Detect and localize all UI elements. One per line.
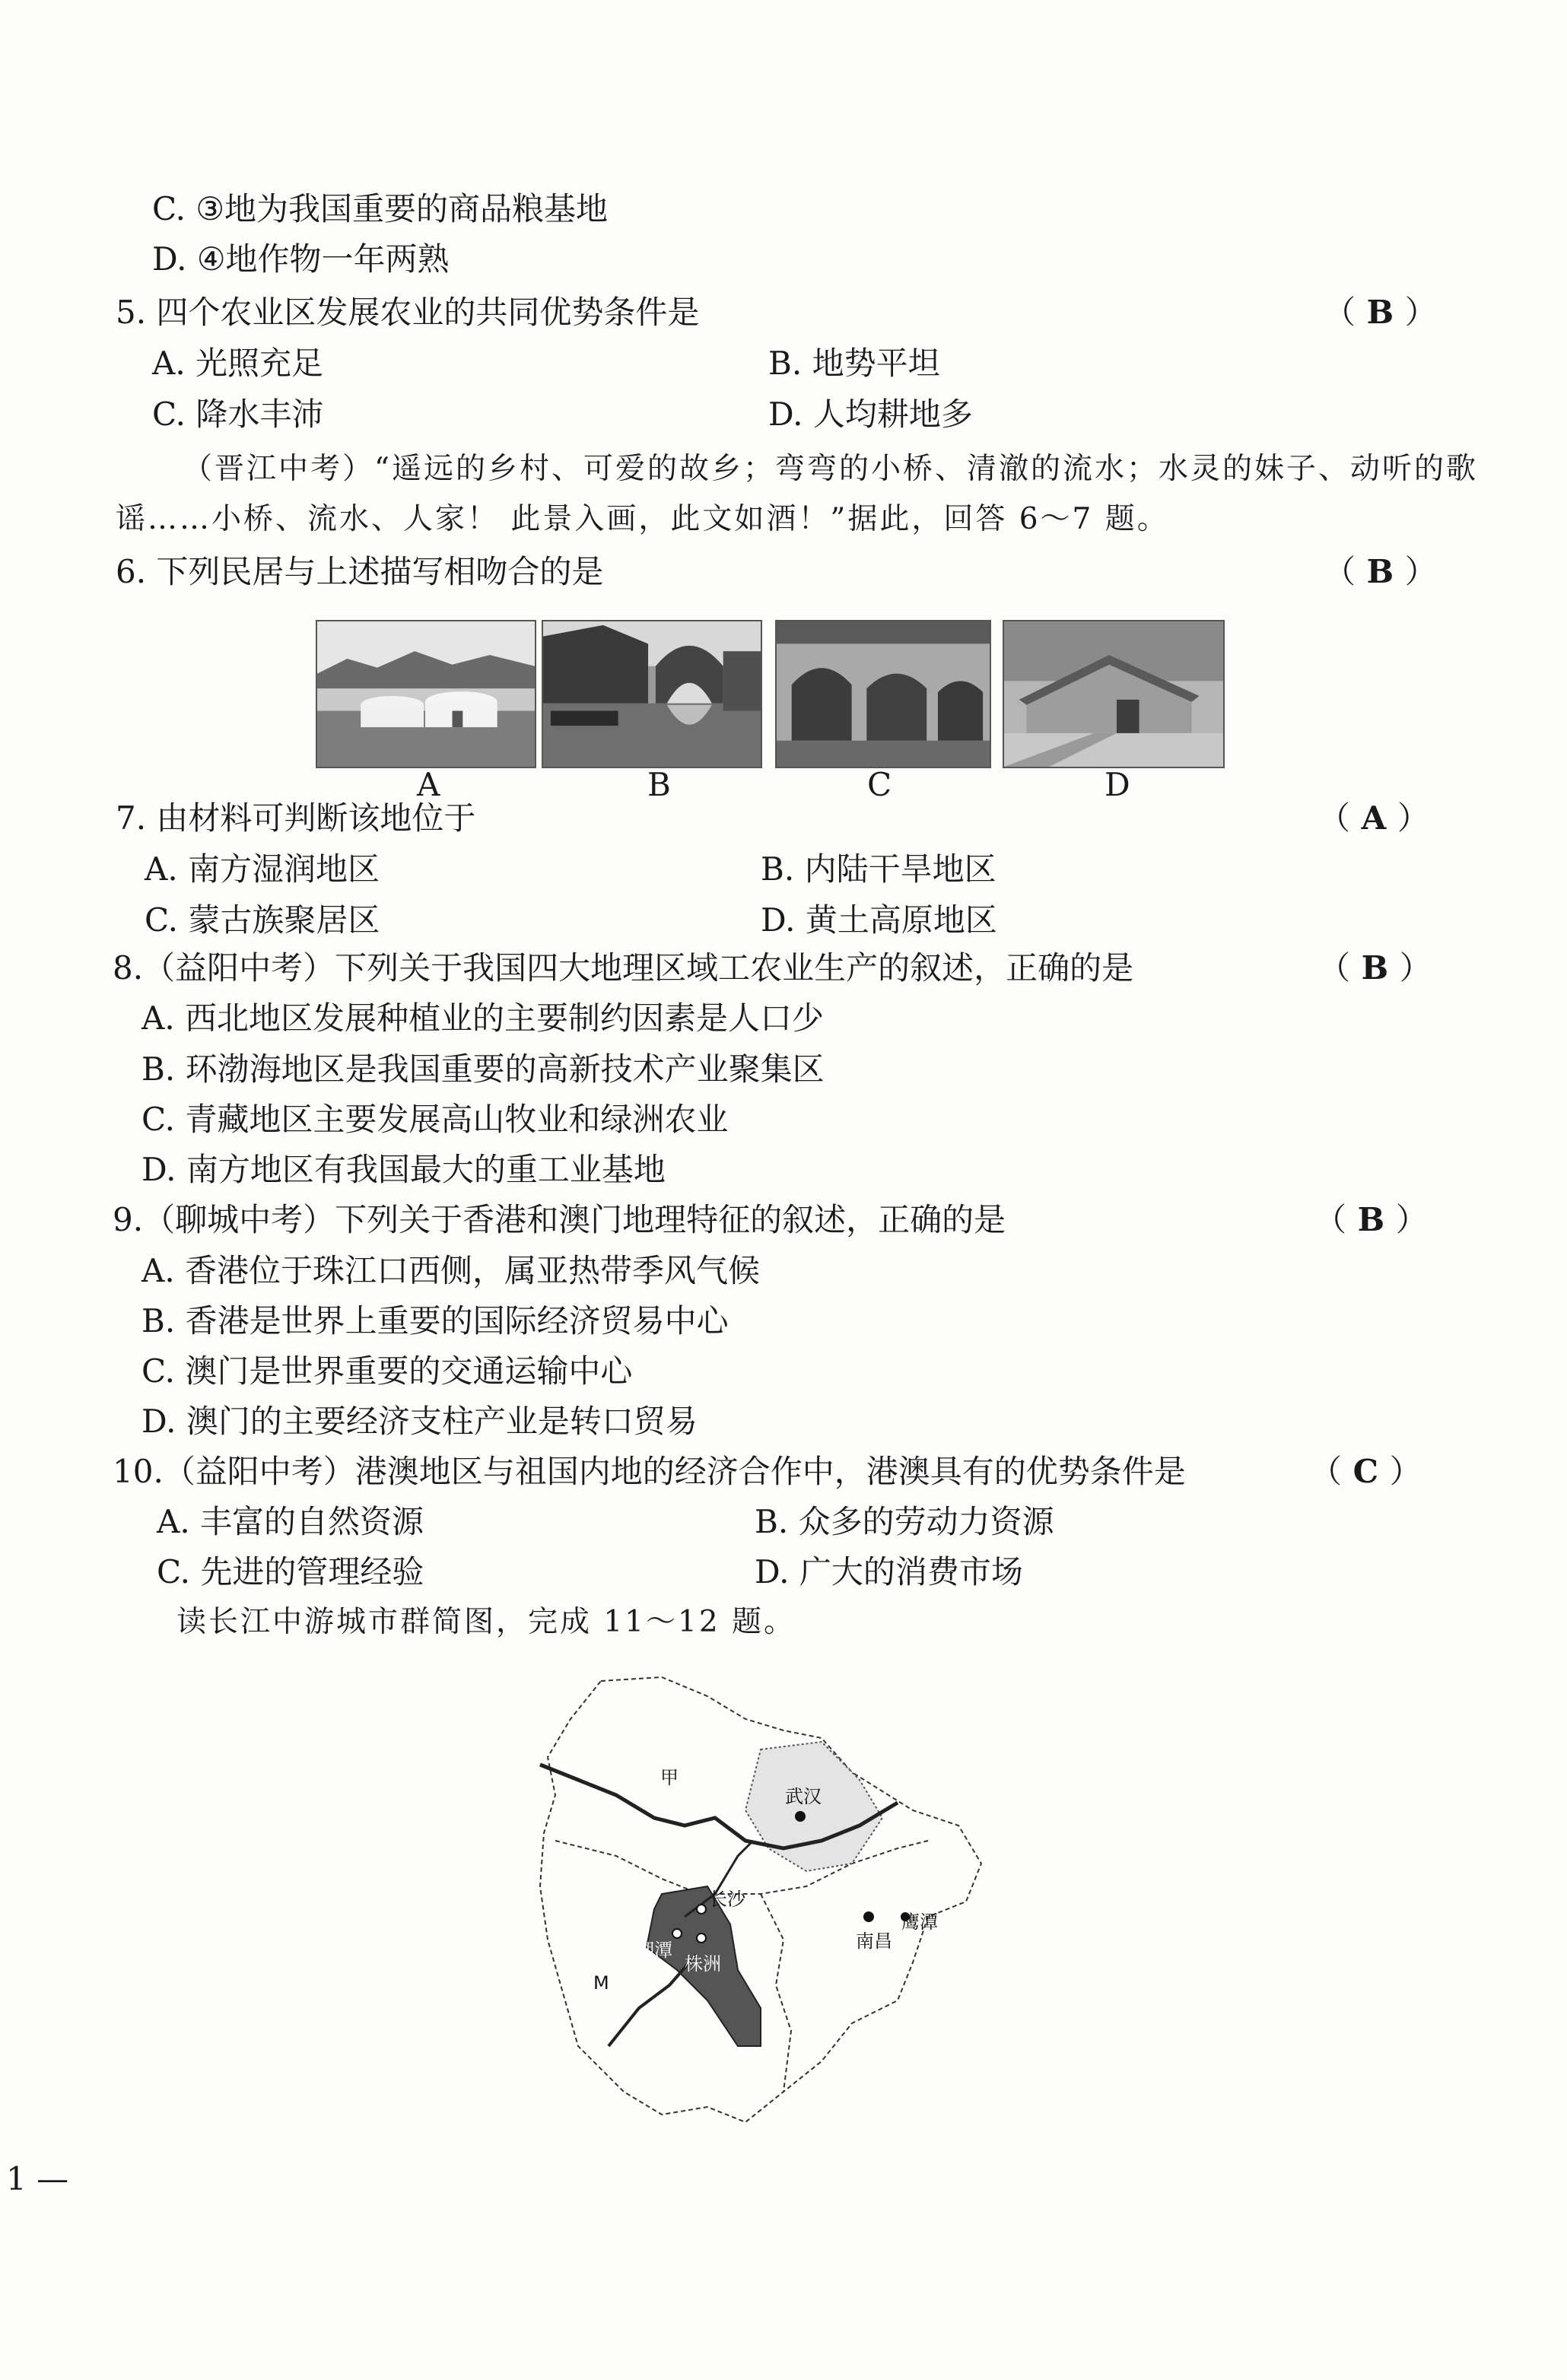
material-line-2: 谣……小桥、流水、人家！ 此景入画，此文如酒！”据此，回答 6～7 题。 — [116, 502, 1169, 536]
changsha-dot — [697, 1905, 706, 1914]
q10-option-b: B. 众多的劳动力资源 — [755, 1503, 1054, 1540]
q6-answer-letter: B — [1366, 553, 1394, 590]
q7-stem: 7. 由材料可判断该地位于 — [116, 799, 476, 837]
q7-option-c: C. 蒙古族聚居区 — [145, 901, 380, 939]
photo-b-bridge — [542, 620, 762, 768]
q10-answer-letter: C — [1352, 1453, 1379, 1490]
q10-stem: 10.（益阳中考）港澳地区与祖国内地的经济合作中，港澳具有的优势条件是 — [113, 1453, 1186, 1490]
q5-option-c: C. 降水丰沛 — [152, 396, 324, 433]
q7-answer-letter: A — [1361, 799, 1387, 837]
q5-answer: （ B ） — [1324, 294, 1437, 331]
zhuzhou-dot — [697, 1934, 706, 1943]
map-outline — [540, 1677, 981, 2122]
page-number: 1 — — [6, 2160, 69, 2197]
map-label-zhuzhou: 株洲 — [685, 1953, 721, 1975]
q9-option-d: D. 澳门的主要经济支柱产业是转口贸易 — [141, 1403, 698, 1440]
q8-answer-letter: B — [1361, 949, 1389, 987]
q10-option-c: C. 先进的管理经验 — [157, 1553, 424, 1590]
q7-answer: （ A ） — [1318, 799, 1429, 837]
map-label-nanchang: 南昌 — [856, 1930, 892, 1952]
q10-option-d: D. 广大的消费市场 — [755, 1553, 1023, 1590]
q5-option-a: A. 光照充足 — [152, 345, 324, 382]
wuhan-dot — [795, 1811, 806, 1822]
province-border-2 — [761, 1894, 791, 2092]
q8-stem: 8.（益阳中考）下列关于我国四大地理区域工农业生产的叙述，正确的是 — [113, 949, 1134, 987]
q5-option-b: B. 地势平坦 — [768, 345, 940, 382]
q4-option-c: C. ③地为我国重要的商品粮基地 — [152, 190, 608, 227]
q8-option-a: A. 西北地区发展种植业的主要制约因素是人口少 — [141, 999, 825, 1037]
yangtze-city-cluster-map — [532, 1666, 1004, 2137]
q9-option-c: C. 澳门是世界重要的交通运输中心 — [141, 1352, 633, 1390]
map-label-xiangtan: 湘潭 — [636, 1940, 672, 1961]
q5-answer-letter: B — [1366, 294, 1394, 331]
q8-option-c: C. 青藏地区主要发展高山牧业和绿洲农业 — [141, 1101, 729, 1138]
q8-answer: （ B ） — [1318, 949, 1432, 987]
q9-option-a: A. 香港位于珠江口西侧，属亚热带季风气候 — [141, 1252, 761, 1289]
q10-answer: （ C ） — [1310, 1453, 1422, 1490]
river-m — [609, 1955, 696, 2046]
photo-a-yurts — [316, 620, 536, 768]
q6-answer: （ B ） — [1324, 553, 1437, 590]
photo-label-c: C — [867, 766, 892, 803]
map-label-wuhan: 武汉 — [785, 1786, 822, 1807]
map-label-yingtan: 鹰潭 — [901, 1911, 938, 1933]
map-intro: 读长江中游城市群简图，完成 11～12 题。 — [176, 1605, 796, 1639]
photo-label-a: A — [417, 766, 440, 803]
q5-stem: 5. 四个农业区发展农业的共同优势条件是 — [116, 294, 700, 331]
q10-option-a: A. 丰富的自然资源 — [157, 1503, 424, 1540]
xiangtan-dot — [672, 1929, 682, 1938]
nanchang-dot — [863, 1911, 874, 1922]
map-label-changsha: 长沙 — [709, 1889, 745, 1910]
photo-c-cave-dwelling — [775, 620, 991, 768]
map-label-m: M — [593, 1972, 609, 1994]
q5-option-d: D. 人均耕地多 — [768, 396, 973, 433]
q9-answer-letter: B — [1357, 1201, 1385, 1238]
photo-d-earth-house — [1003, 620, 1225, 768]
q8-option-b: B. 环渤海地区是我国重要的高新技术产业聚集区 — [141, 1050, 825, 1088]
photo-label-d: D — [1105, 766, 1130, 803]
q9-stem: 9.（聊城中考）下列关于香港和澳门地理特征的叙述，正确的是 — [113, 1201, 1006, 1238]
q7-option-d: D. 黄土高原地区 — [761, 901, 997, 939]
province-border-1 — [555, 1841, 928, 1894]
q7-option-b: B. 内陆干旱地区 — [761, 850, 996, 888]
q8-option-d: D. 南方地区有我国最大的重工业基地 — [141, 1151, 666, 1188]
material-line-1: （晋江中考）“遥远的乡村、可爱的故乡；弯弯的小桥、清澈的流水；水灵的妹子、动听的歌 — [183, 452, 1478, 486]
q7-option-a: A. 南方湿润地区 — [145, 850, 380, 888]
q9-answer: （ B ） — [1314, 1201, 1428, 1238]
q6-stem: 6. 下列民居与上述描写相吻合的是 — [116, 553, 604, 590]
q4-option-d: D. ④地作物一年两熟 — [152, 240, 450, 278]
map-label-jia: 甲 — [660, 1767, 679, 1788]
photo-label-b: B — [647, 766, 671, 803]
q9-option-b: B. 香港是世界上重要的国际经济贸易中心 — [141, 1302, 729, 1339]
